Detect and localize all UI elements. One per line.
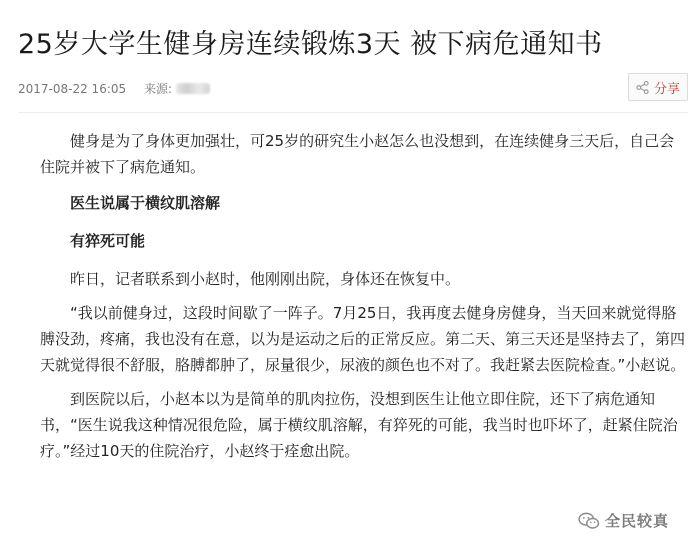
subheading-risk: 有猝死可能 — [70, 232, 146, 250]
article-meta — [18, 80, 210, 97]
share-icon — [636, 81, 649, 94]
wechat-icon — [578, 512, 600, 530]
source-redacted — [176, 83, 210, 94]
wechat-watermark — [578, 510, 669, 531]
paragraph-quote: “我以前健身过，这段时间歇了一阵子。7月25日，我再度去健身房健身，当天回来就觉得胳膊没劲，疼痛，我也没有在意，以为是运动之后的正常反应。第二天、第三天还是坚持去了，第四天就觉得很不舒服，胳膊都肿了，尿量很少，尿液的颜色也不对了。我赶紧去医院检查。”小赵说。 — [40, 304, 686, 374]
share-label: 分享 — [653, 81, 680, 97]
share-button[interactable] — [628, 73, 688, 101]
subheading-diagnosis: 医生说属于横纹肌溶解 — [70, 194, 221, 212]
paragraph-hospital: 到医院以后，小赵本以为是简单的肌肉拉伤，没想到医生让他立即住院，还下了病危通知书，“医生说我这种情况很危险，属于横纹肌溶解，有猝死的可能，我当时也吓坏了，赶紧住院治疗。”经过10天的住院治疗，小赵终于痊愈出院。 — [40, 390, 678, 460]
header-divider — [18, 112, 688, 113]
publish-datetime: 2017-08-22 16:05 — [18, 82, 127, 96]
article-body — [40, 128, 688, 472]
paragraph-intro: 健身是为了身体更加强壮，可25岁的研究生小赵怎么也没想到，在连续健身三天后，自己会住院并被下了病危通知。 — [40, 132, 675, 176]
article-title: 25岁大学生健身房连续锻炼3天 被下病危通知书 — [18, 29, 603, 60]
watermark-text: 全民较真 — [605, 512, 670, 530]
paragraph-interview: 昨日，记者联系到小赵时，他刚刚出院，身体还在恢复中。 — [70, 270, 461, 288]
source-label: 来源: — [143, 82, 173, 96]
